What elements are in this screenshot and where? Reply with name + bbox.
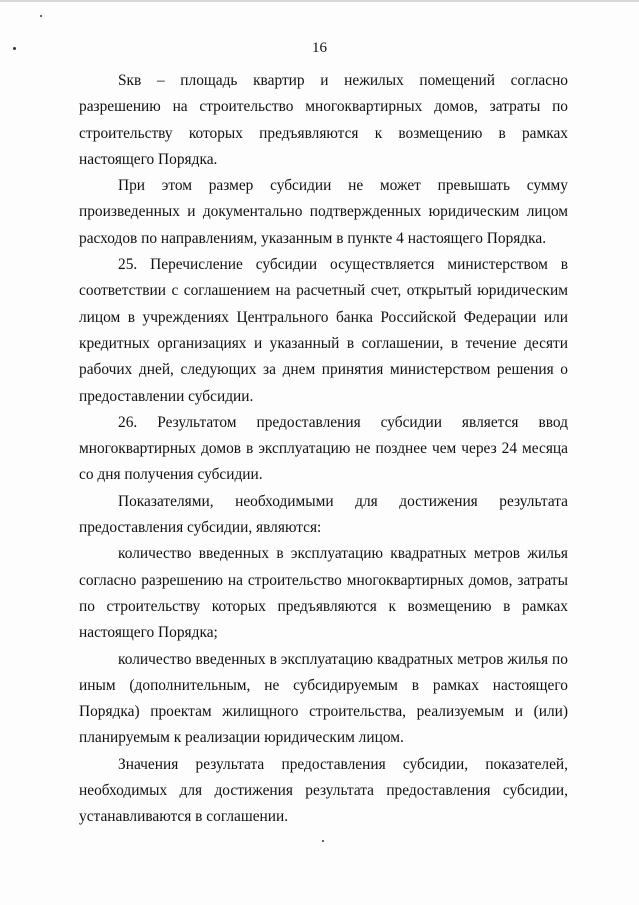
body-text xyxy=(79,68,568,831)
paragraph-indicator-2: количество введенных в эксплуатацию квадратных метров жилья по иным (дополнительным, не субсидируемым в рамках настоящего Порядка) проектам жилищного строительства, реализуемым и (или) планируемым к реализации юридическим лицом. xyxy=(79,650,568,747)
paragraph-indicators-intro: Показателями, необходимыми для достижения результата предоставления субсидии, являются: xyxy=(79,492,568,537)
scan-top-edge xyxy=(0,0,639,2)
paragraph-values-in-agreement: Значения результата предоставления субсидии, показателей, необходимых для достижения результата предоставления субсидии, устанавливаются в соглашении. xyxy=(79,755,568,826)
paragraph-25-transfer: 25. Перечисление субсидии осуществляется министерством в соответствии с соглашением на расчетный счет, открытый юридическим лицом в учреждениях Центрального банка Российской Федерации или кредитных организациях и указанный в соглашении, в течение десяти рабочих дней, следующих за днем принятия министерством решения о предоставлении субсидии. xyxy=(79,256,568,405)
scan-speck xyxy=(40,15,42,17)
page-number: 16 xyxy=(312,40,327,56)
paragraph-26-result: 26. Результатом предоставления субсидии является ввод многоквартирных домов в эксплуатацию не позднее чем через 24 месяца со дня получения субсидии. xyxy=(79,413,568,484)
scan-speck xyxy=(322,840,324,842)
paragraph-indicator-1: количество введенных в эксплуатацию квадратных метров жилья согласно разрешению на строительство многоквартирных домов, затраты по строительству которых предъявляются к возмещению в рамках настоящего Порядка; xyxy=(79,545,568,642)
paragraph-skv-definition: Sкв – площадь квартир и нежилых помещений согласно разрешению на строительство многоквартирных домов, затраты по строительству которых предъявляются к возмещению в рамках настоящего Порядка. xyxy=(79,72,568,168)
paragraph-subsidy-limit: При этом размер субсидии не может превышать сумму произведенных и документально подтвержденных юридическим лицом расходов по направлениям, указанным в пункте 4 настоящего Порядка. xyxy=(79,177,568,247)
